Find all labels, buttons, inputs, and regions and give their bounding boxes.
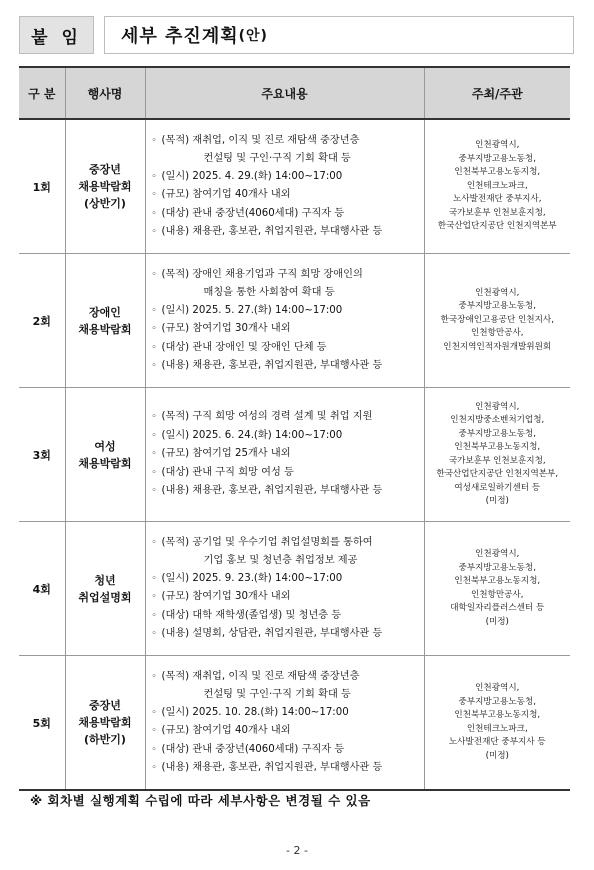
host-line: 여성새로일하기센터 등 xyxy=(454,482,541,493)
host-line: 인천항만공사, xyxy=(470,589,524,600)
host-line: (미정) xyxy=(485,496,509,506)
content-line xyxy=(152,339,420,358)
bullet-icon: ◦ xyxy=(151,135,157,146)
bullet-icon: ◦ xyxy=(151,190,157,200)
content-line xyxy=(152,625,420,644)
host-line: 인천북부고용노동지청, xyxy=(454,710,541,720)
content-text: (목적) 구직 희망 여성의 경력 설계 및 취업 지원 xyxy=(161,411,373,423)
content-text: (내용) 채용관, 홍보관, 취업지원관, 부대행사관 등 xyxy=(161,485,383,497)
col-header-division: 구 분 xyxy=(19,67,65,119)
event-name-line: 채용박람회 xyxy=(78,322,132,336)
round-cell: 1회 xyxy=(19,119,65,254)
content-line xyxy=(152,408,420,427)
content-line xyxy=(152,759,420,778)
round-cell: 2회 xyxy=(19,254,65,388)
host-line: (미정) xyxy=(485,750,509,761)
host-line: 인천테크노파크, xyxy=(466,723,528,734)
content-text: (규모) 참여기업 25개사 내외 xyxy=(161,448,291,460)
event-name-line: 여성 xyxy=(94,439,116,453)
content-text: (내용) 채용관, 홍보관, 취업지원관, 부대행사관 등 xyxy=(161,762,383,773)
content-text: (규모) 참여기업 40개사 내외 xyxy=(161,725,291,736)
content-text: (목적) 장애인 채용기업과 구직 희망 장애인의 xyxy=(161,268,363,280)
plan-table xyxy=(19,66,570,791)
content-text: (일시) 2025. 6. 24.(화) 14:00~17:00 xyxy=(161,429,343,441)
content-line xyxy=(152,168,420,187)
content-line xyxy=(152,302,420,321)
bullet-icon: ◦ xyxy=(151,629,157,639)
event-name-line: 중장년 xyxy=(89,699,121,712)
bullet-icon: ◦ xyxy=(151,763,157,773)
bullet-icon: ◦ xyxy=(151,573,157,584)
host-line: 중부지방고용노동청, xyxy=(458,562,536,573)
host-line: 인천광역시, xyxy=(475,401,520,412)
host-line: 한국장애인고용공단 인천지사, xyxy=(440,314,554,325)
table-row xyxy=(19,388,570,522)
content-text: (일시) 2025. 5. 27.(화) 14:00~17:00 xyxy=(161,304,343,316)
host-line: 노사발전재단 중부지사, xyxy=(453,194,542,205)
content-cell xyxy=(145,254,424,388)
content-text: (대상) 관내 장애인 및 장애인 단체 등 xyxy=(161,341,327,353)
bullet-icon: ◦ xyxy=(151,208,157,219)
event-name-cell xyxy=(65,656,145,791)
host-line: 인천북부고용노동지청, xyxy=(454,167,541,178)
content-line xyxy=(152,427,420,446)
footnote: ※ 회차별 실행계획 수립에 따라 세부사항은 변경될 수 있음 xyxy=(30,793,371,808)
bullet-icon: ◦ xyxy=(151,671,157,682)
bullet-icon: ◦ xyxy=(151,449,157,460)
content-line xyxy=(152,186,420,205)
host-line: 인천테크노파크, xyxy=(466,180,528,191)
host-line: 대학일자리플러스센터 등 xyxy=(450,603,545,613)
col-header-event: 행사명 xyxy=(65,67,145,119)
content-line xyxy=(152,704,420,723)
content-line xyxy=(152,741,420,760)
bullet-icon: ◦ xyxy=(151,592,157,602)
event-name-line: 취업설명회 xyxy=(78,590,132,604)
host-line: 중부지방고용노동청, xyxy=(458,696,536,707)
bullet-icon: ◦ xyxy=(151,430,157,441)
content-text: 컨설팅 및 구인·구직 기회 확대 등 xyxy=(203,153,351,164)
content-text: (내용) 채용관, 홍보관, 취업지원관, 부대행사관 등 xyxy=(161,360,383,371)
event-name-cell xyxy=(65,119,145,254)
content-text: (대상) 관내 중장년(4060세대) 구직자 등 xyxy=(161,207,345,219)
bullet-icon: ◦ xyxy=(151,305,157,316)
host-line: 인천광역시, xyxy=(475,287,520,298)
host-line: 인천광역시, xyxy=(475,549,520,559)
table-row xyxy=(19,119,570,254)
event-name-line: (상반기) xyxy=(84,197,126,210)
col-header-host: 주최/주관 xyxy=(424,67,570,119)
host-line: 노사발전재단 중부지사 등 xyxy=(448,737,546,747)
host-line: 중부지방고용노동청, xyxy=(458,153,536,164)
host-cell xyxy=(424,119,570,254)
bullet-icon: ◦ xyxy=(151,486,157,497)
host-line: 인천지방중소벤처기업청, xyxy=(450,415,545,425)
content-line xyxy=(152,150,420,168)
table-header-row xyxy=(19,67,570,119)
content-line xyxy=(152,482,420,501)
host-line: 한국산업단지공단 인천지역본부 xyxy=(437,221,557,232)
host-line: 중부지방고용노동청, xyxy=(458,301,536,312)
content-text: 기업 홍보 및 청년층 취업정보 제공 xyxy=(203,555,358,566)
content-text: (내용) 채용관, 홍보관, 취업지원관, 부대행사관 등 xyxy=(161,226,383,237)
bullet-icon: ◦ xyxy=(151,412,157,423)
round-cell: 3회 xyxy=(19,388,65,522)
table-row xyxy=(19,254,570,388)
content-line xyxy=(152,464,420,483)
content-text: 컨설팅 및 구인·구직 기회 확대 등 xyxy=(203,689,351,700)
content-line xyxy=(152,223,420,242)
content-line xyxy=(152,686,420,704)
bullet-icon: ◦ xyxy=(151,227,157,237)
content-text: (규모) 참여기업 30개사 내외 xyxy=(161,323,291,334)
content-line xyxy=(152,570,420,589)
host-line: 인천지역인적자원개발위원회 xyxy=(443,341,552,352)
content-cell xyxy=(145,119,424,254)
content-cell xyxy=(145,656,424,791)
host-line: 중부지방고용노동청, xyxy=(458,428,536,439)
content-line xyxy=(152,266,420,285)
host-line: 인천항만공사, xyxy=(470,328,524,339)
round-cell: 5회 xyxy=(19,656,65,791)
content-text: (대상) 관내 구직 희망 여성 등 xyxy=(161,466,294,478)
table-row xyxy=(19,522,570,656)
event-name-line: 장애인 xyxy=(89,305,121,319)
bullet-icon: ◦ xyxy=(151,361,157,371)
host-cell xyxy=(424,522,570,656)
host-cell xyxy=(424,388,570,522)
content-line xyxy=(152,668,420,687)
content-line xyxy=(152,132,420,151)
host-line: 인천북부고용노동지청, xyxy=(454,576,541,586)
content-text: (대상) 관내 중장년(4060세대) 구직자 등 xyxy=(161,743,345,755)
content-line xyxy=(152,357,420,376)
content-line xyxy=(152,552,420,570)
bullet-icon: ◦ xyxy=(151,707,157,718)
attachment-label: 붙 임 xyxy=(19,16,94,54)
host-line: 국가보훈부 인천보훈지청, xyxy=(448,455,546,466)
page-number: - 2 - xyxy=(286,844,308,857)
host-line: (미정) xyxy=(485,616,509,627)
content-text: (목적) 공기업 및 우수기업 취업설명회를 통하여 xyxy=(161,536,373,548)
content-line xyxy=(152,534,420,553)
event-name-cell xyxy=(65,254,145,388)
host-line: 인천북부고용노동지청, xyxy=(454,442,541,452)
content-line xyxy=(152,284,420,302)
bullet-icon: ◦ xyxy=(151,726,157,736)
content-text: (일시) 2025. 10. 28.(화) 14:00~17:00 xyxy=(161,706,349,718)
event-name-line: 청년 xyxy=(94,573,116,587)
bullet-icon: ◦ xyxy=(151,744,157,755)
content-line xyxy=(152,607,420,626)
content-line xyxy=(152,205,420,224)
event-name-line: 채용박람회 xyxy=(78,180,132,193)
content-text: (내용) 설명회, 상담관, 취업지원관, 부대행사관 등 xyxy=(161,628,383,639)
content-cell xyxy=(145,388,424,522)
host-line: 한국산업단지공단 인천지역본부, xyxy=(436,469,559,479)
content-text: (목적) 재취업, 이직 및 진로 재탐색 중장년층 xyxy=(161,670,360,682)
content-text: (대상) 대학 재학생(졸업생) 및 청년층 등 xyxy=(161,609,342,621)
event-name-line: 채용박람회 xyxy=(78,716,132,729)
title-text: 세부 추진계획 xyxy=(121,26,239,47)
event-name-line: 중장년 xyxy=(89,163,121,176)
bullet-icon: ◦ xyxy=(151,324,157,334)
col-header-content: 주요내용 xyxy=(145,67,424,119)
content-text: (규모) 참여기업 30개사 내외 xyxy=(161,591,291,602)
content-text: (규모) 참여기업 40개사 내외 xyxy=(161,189,291,200)
content-line xyxy=(152,320,420,339)
content-line xyxy=(152,722,420,741)
bullet-icon: ◦ xyxy=(151,171,157,182)
bullet-icon: ◦ xyxy=(151,610,157,621)
bullet-icon: ◦ xyxy=(151,342,157,353)
host-cell xyxy=(424,254,570,388)
event-name-line: 채용박람회 xyxy=(78,456,132,470)
page-title xyxy=(104,16,574,54)
event-name-cell xyxy=(65,522,145,656)
content-line xyxy=(152,588,420,607)
content-text: (목적) 재취업, 이직 및 진로 재탐색 중장년층 xyxy=(161,134,360,146)
host-line: 인천광역시, xyxy=(475,140,520,151)
content-text: (일시) 2025. 4. 29.(화) 14:00~17:00 xyxy=(161,170,343,182)
title-suffix: (안) xyxy=(238,28,268,44)
event-name-line: (하반기) xyxy=(84,733,126,746)
content-cell xyxy=(145,522,424,656)
bullet-icon: ◦ xyxy=(151,467,157,478)
event-name-cell xyxy=(65,388,145,522)
bullet-icon: ◦ xyxy=(151,269,157,280)
host-line: 인천광역시, xyxy=(475,683,520,693)
host-line: 국가보훈부 인천보훈지청, xyxy=(448,207,546,218)
table-row xyxy=(19,656,570,791)
bullet-icon: ◦ xyxy=(151,537,157,548)
content-line xyxy=(152,445,420,464)
content-text: (일시) 2025. 9. 23.(화) 14:00~17:00 xyxy=(161,572,343,584)
round-cell: 4회 xyxy=(19,522,65,656)
host-cell xyxy=(424,656,570,791)
content-text: 매칭을 통한 사회참여 확대 등 xyxy=(203,287,335,298)
table-body xyxy=(19,119,570,790)
